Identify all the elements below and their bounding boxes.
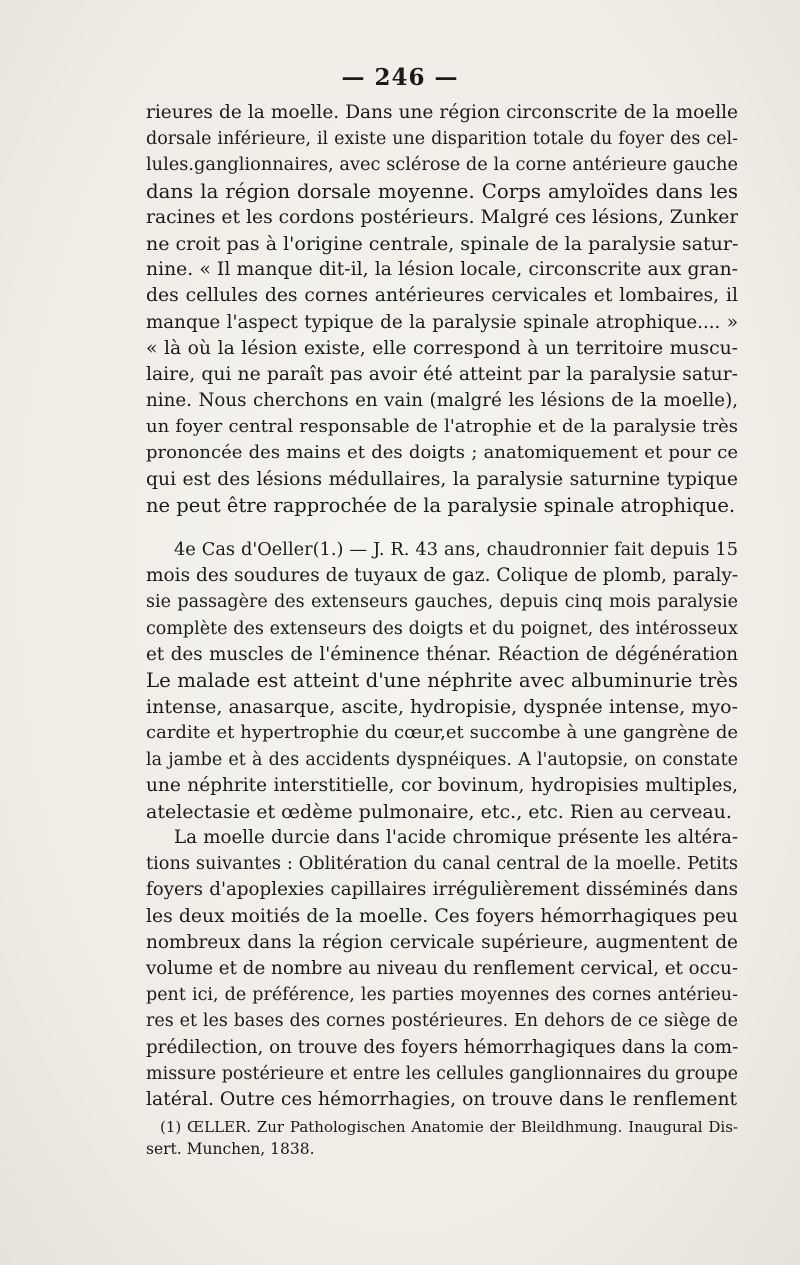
- text-line: la jambe et à des accidents dyspnéiques. A l'autopsie, on constate: [146, 749, 738, 770]
- page-number: — 246 —: [341, 64, 459, 91]
- text-line: nine. « Il manque dit-il, la lésion locale, circonscrite aux gran-: [146, 259, 738, 281]
- paragraph-1: [146, 100, 738, 519]
- text-line: atelectasie et œdème pulmonaire, etc., etc. Rien au cerveau.: [146, 800, 732, 823]
- text-line: La moelle durcie dans l'acide chromique présente les altéra-: [174, 827, 738, 849]
- footnote-line: sert. Munchen, 1838.: [146, 1140, 315, 1158]
- text-line: prononcée des mains et des doigts ; anatomiquement et pour ce: [146, 442, 738, 464]
- text-line: manque l'aspect typique de la paralysie spinale atrophique.... »: [146, 311, 738, 333]
- text-line: les deux moitiés de la moelle. Ces foyers hémorrhagiques peu: [146, 905, 738, 927]
- text-line: rieures de la moelle. Dans une région circonscrite de la moelle: [146, 102, 738, 123]
- text-line: cardite et hypertrophie du cœur,et succombe à une gangrène de: [146, 722, 738, 744]
- text-line: et des muscles de l'éminence thénar. Réaction de dégénération: [146, 643, 738, 665]
- text-line: lules.ganglionnaires, avec sclérose de la corne antérieure gauche: [146, 155, 738, 176]
- footnote-line: (1) ŒLLER. Zur Pathologischen Anatomie der Bleildhmung. Inaugural Dis-: [160, 1118, 738, 1136]
- text-line: laire, qui ne paraît pas avoir été atteint par la paralysie satur-: [146, 363, 738, 385]
- text-line: « là où la lésion existe, elle correspond à un territoire muscu-: [146, 337, 738, 359]
- text-line: prédilection, on trouve des foyers hémorrhagiques dans la com-: [146, 1036, 738, 1058]
- text-line: mois des soudures de tuyaux de gaz. Colique de plomb, paraly-: [146, 565, 738, 587]
- text-line: ne croit pas à l'origine centrale, spinale de la paralysie satur-: [146, 232, 738, 255]
- paragraph-2: [146, 537, 738, 825]
- text-line: missure postérieure et entre les cellules ganglionnaires du groupe: [146, 1063, 738, 1084]
- text-line: intense, anasarque, ascite, hydropisie, dyspnée intense, myo-: [146, 696, 738, 719]
- text-line: nine. Nous cherchons en vain (malgré les lésions de la moelle),: [146, 390, 738, 412]
- text-line: racines et les cordons postérieurs. Malgré ces lésions, Zunker: [146, 206, 738, 228]
- text-line: dorsale inférieure, il existe une disparition totale du foyer des cel-: [146, 129, 738, 150]
- body-text: [146, 100, 738, 1113]
- text-line: une néphrite interstitielle, cor bovinum, hydropisies multiples,: [146, 774, 738, 796]
- paragraph-3: [146, 825, 738, 1113]
- text-line: qui est des lésions médullaires, la paralysie saturnine typique: [146, 468, 738, 490]
- text-line: sie passagère des extenseurs gauches, depuis cinq mois paralysie: [146, 592, 738, 613]
- text-line: pent ici, de préférence, les parties moyennes des cornes antérieu-: [146, 985, 738, 1006]
- text-line: tions suivantes : Oblitération du canal central de la moelle. Petits: [146, 854, 738, 875]
- text-line: Le malade est atteint d'une néphrite avec albuminurie très: [146, 668, 738, 692]
- text-line: foyers d'apoplexies capillaires irrégulièrement disséminés dans: [146, 879, 738, 901]
- text-line: ne peut être rapprochée de la paralysie spinale atrophique.: [146, 493, 736, 517]
- footnote: [146, 1116, 738, 1160]
- text-line: 4e Cas d'Oeller(1.) — J. R. 43 ans, chaudronnier fait depuis 15: [174, 540, 738, 560]
- text-line: latéral. Outre ces hémorrhagies, on trouve dans le renflement: [146, 1088, 738, 1110]
- text-line: des cellules des cornes antérieures cervicales et lombaires, il: [146, 285, 738, 307]
- text-line: volume et de nombre au niveau du renflement cervical, et occu-: [146, 958, 738, 979]
- text-line: complète des extenseurs des doigts et du poignet, des intérosseux: [146, 618, 738, 639]
- text-line: un foyer central responsable de l'atrophie et de la paralysie très: [146, 416, 738, 438]
- text-line: dans la région dorsale moyenne. Corps amyloïdes dans les: [146, 179, 738, 203]
- text-line: res et les bases des cornes postérieures. En dehors de ce siège de: [146, 1011, 738, 1032]
- text-line: nombreux dans la région cervicale supérieure, augmentent de: [146, 931, 738, 953]
